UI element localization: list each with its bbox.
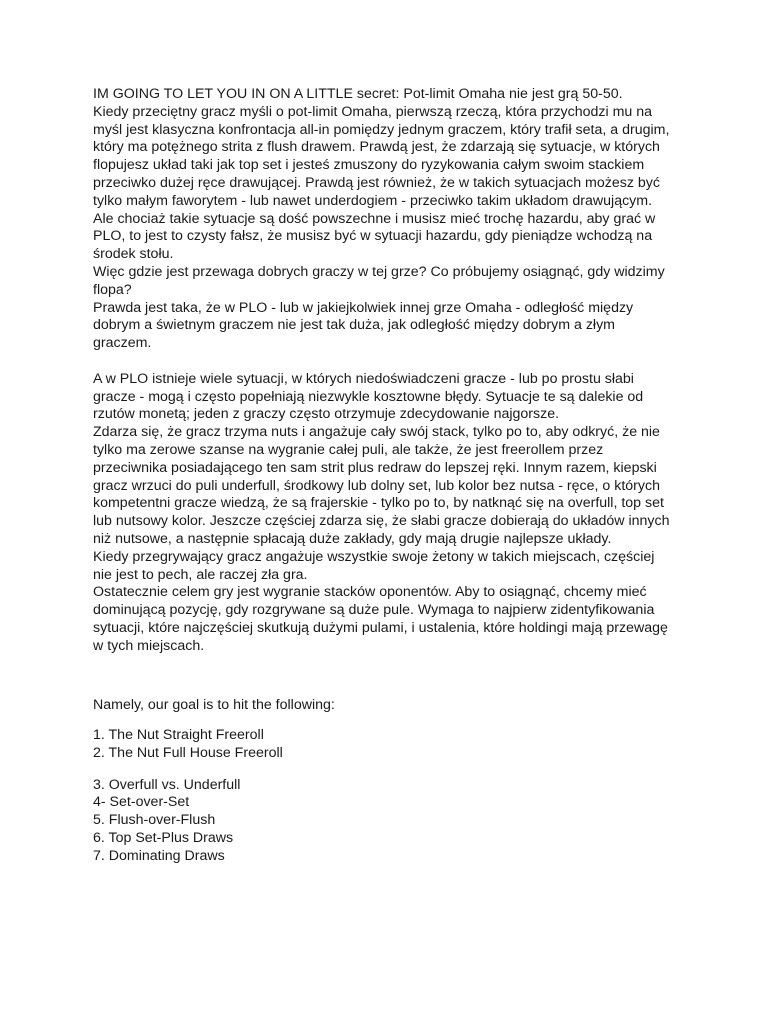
list-item: 6. Top Set-Plus Draws — [93, 830, 234, 847]
paragraph-spacer — [93, 673, 683, 697]
text-line: dominującą pozycję, gdy rozgrywane są duże pule. Wymaga to najpierw zidentyfikowania — [93, 602, 655, 619]
text-line: Ostatecznie celem gry jest wygranie stacków oponentów. Aby to osiągnąć, chcemy mieć — [93, 584, 647, 601]
text-line: tylko ma zerowe szanse na wygranie całej puli, ale także, że jest freerollem przez — [93, 441, 604, 458]
goal-intro: Namely, our goal is to hit the following: — [93, 697, 335, 714]
paragraph-spacer — [93, 353, 683, 371]
text-line: niż nutsowe, a następnie spłacają duże zakłady, gdy mają drugie najlepsze układy. — [93, 530, 612, 547]
text-line: gracz wrzuci do puli underfull, środkowy lub dolny set, lub kolor bez nutsa - ręce, o których — [93, 477, 660, 494]
goal-list-freerolls — [93, 727, 683, 763]
paragraph-spacer — [93, 715, 683, 727]
document-page — [93, 86, 683, 866]
text-line: graczem. — [93, 335, 152, 352]
text-line: Kiedy przeciętny gracz myśli o pot-limit Omaha, pierwszą rzeczą, która przychodzi mu na — [93, 103, 653, 120]
list-item: 5. Flush-over-Flush — [93, 812, 216, 829]
text-line: gracze - mogą i często popełniają niezwykle kosztowne błędy. Sytuacje te są dalekie od — [93, 388, 644, 405]
text-line: Ale chociaż takie sytuacje są dość powszechne i musisz mieć trochę hazardu, aby grać w — [93, 210, 656, 227]
text-line: flopa? — [93, 281, 132, 298]
text-line: myśl jest klasyczna konfrontacja all-in pomiędzy jednym graczem, który trafił seta, a drugim, — [93, 121, 670, 138]
text-line: Kiedy przegrywający gracz angażuje wszystkie swoje żetony w takich miejscach, częściej — [93, 548, 655, 565]
text-line: Prawda jest taka, że w PLO - lub w jakiejkolwiek innej grze Omaha - odległość między — [93, 299, 634, 316]
text-line: dobrym a świetnym graczem nie jest tak duża, jak odległość między dobrym a złym — [93, 317, 615, 334]
list-item: 1. The Nut Straight Freeroll — [93, 727, 264, 744]
paragraph-spacer — [93, 763, 683, 777]
text-line: rzutów monetą; jeden z graczy często otrzymuje zdecydowanie najgorsze. — [93, 406, 560, 423]
text-line: PLO, to jest to czysty fałsz, że musisz być w sytuacji hazardu, gdy pieniądze wchodzą na — [93, 228, 653, 245]
list-item: 7. Dominating Draws — [93, 847, 225, 864]
text-line: kompetentni gracze wiedzą, że są frajerskie - tylko po to, by natknąć się na overfull, top set — [93, 495, 664, 512]
text-line: A w PLO istnieje wiele sytuacji, w których niedoświadczeni gracze - lub po prostu słabi — [93, 370, 634, 387]
text-line: który ma potężnego strita z flush drawem. Prawdą jest, że zdarzają się sytuacje, w których — [93, 139, 660, 156]
text-line: IM GOING TO LET YOU IN ON A LITTLE secret: Pot-limit Omaha nie jest grą 50-50. — [93, 86, 623, 102]
paragraph-plo-mistakes — [93, 371, 683, 656]
goal-list-dominations — [93, 777, 683, 866]
list-item: 3. Overfull vs. Underfull — [93, 776, 241, 793]
text-line: środek stołu. — [93, 246, 174, 263]
list-item: 2. The Nut Full House Freeroll — [93, 744, 283, 761]
text-line: tylko małym faworytem - lub nawet underdogiem - przeciwko takim układom drawującym. — [93, 192, 653, 209]
text-line: nie jest to pech, ale raczej zła gra. — [93, 566, 308, 583]
paragraph-intro-omaha — [93, 86, 683, 353]
text-line: lub nutsowy kolor. Jeszcze częściej zdarza się, że słabi gracze dobierają do układów innych — [93, 513, 670, 530]
list-item: 4- Set-over-Set — [93, 794, 190, 811]
text-line: sytuacji, które najczęściej skutkują dużymi pulami, i ustalenia, które holdingi mają przewagę — [93, 619, 668, 636]
text-line: Zdarza się, że gracz trzyma nuts i angażuje cały swój stack, tylko po to, aby odkryć, że nie — [93, 424, 660, 441]
text-line: przeciwnika posiadającego ten sam strit plus redraw do lepszej ręki. Innym razem, kiepski — [93, 459, 657, 476]
text-line: Więc gdzie jest przewaga dobrych graczy w tej grze? Co próbujemy osiągnąć, gdy widzimy — [93, 263, 665, 280]
paragraph-spacer — [93, 656, 683, 674]
text-line: przeciwko dużej ręce drawującej. Prawdą jest również, że w takich sytuacjach możesz być — [93, 174, 660, 191]
text-line: flopujesz układ taki jak top set i jesteś zmuszony do ryzykowania całym swoim stackiem — [93, 157, 645, 174]
text-line: w tych miejscach. — [93, 637, 205, 654]
